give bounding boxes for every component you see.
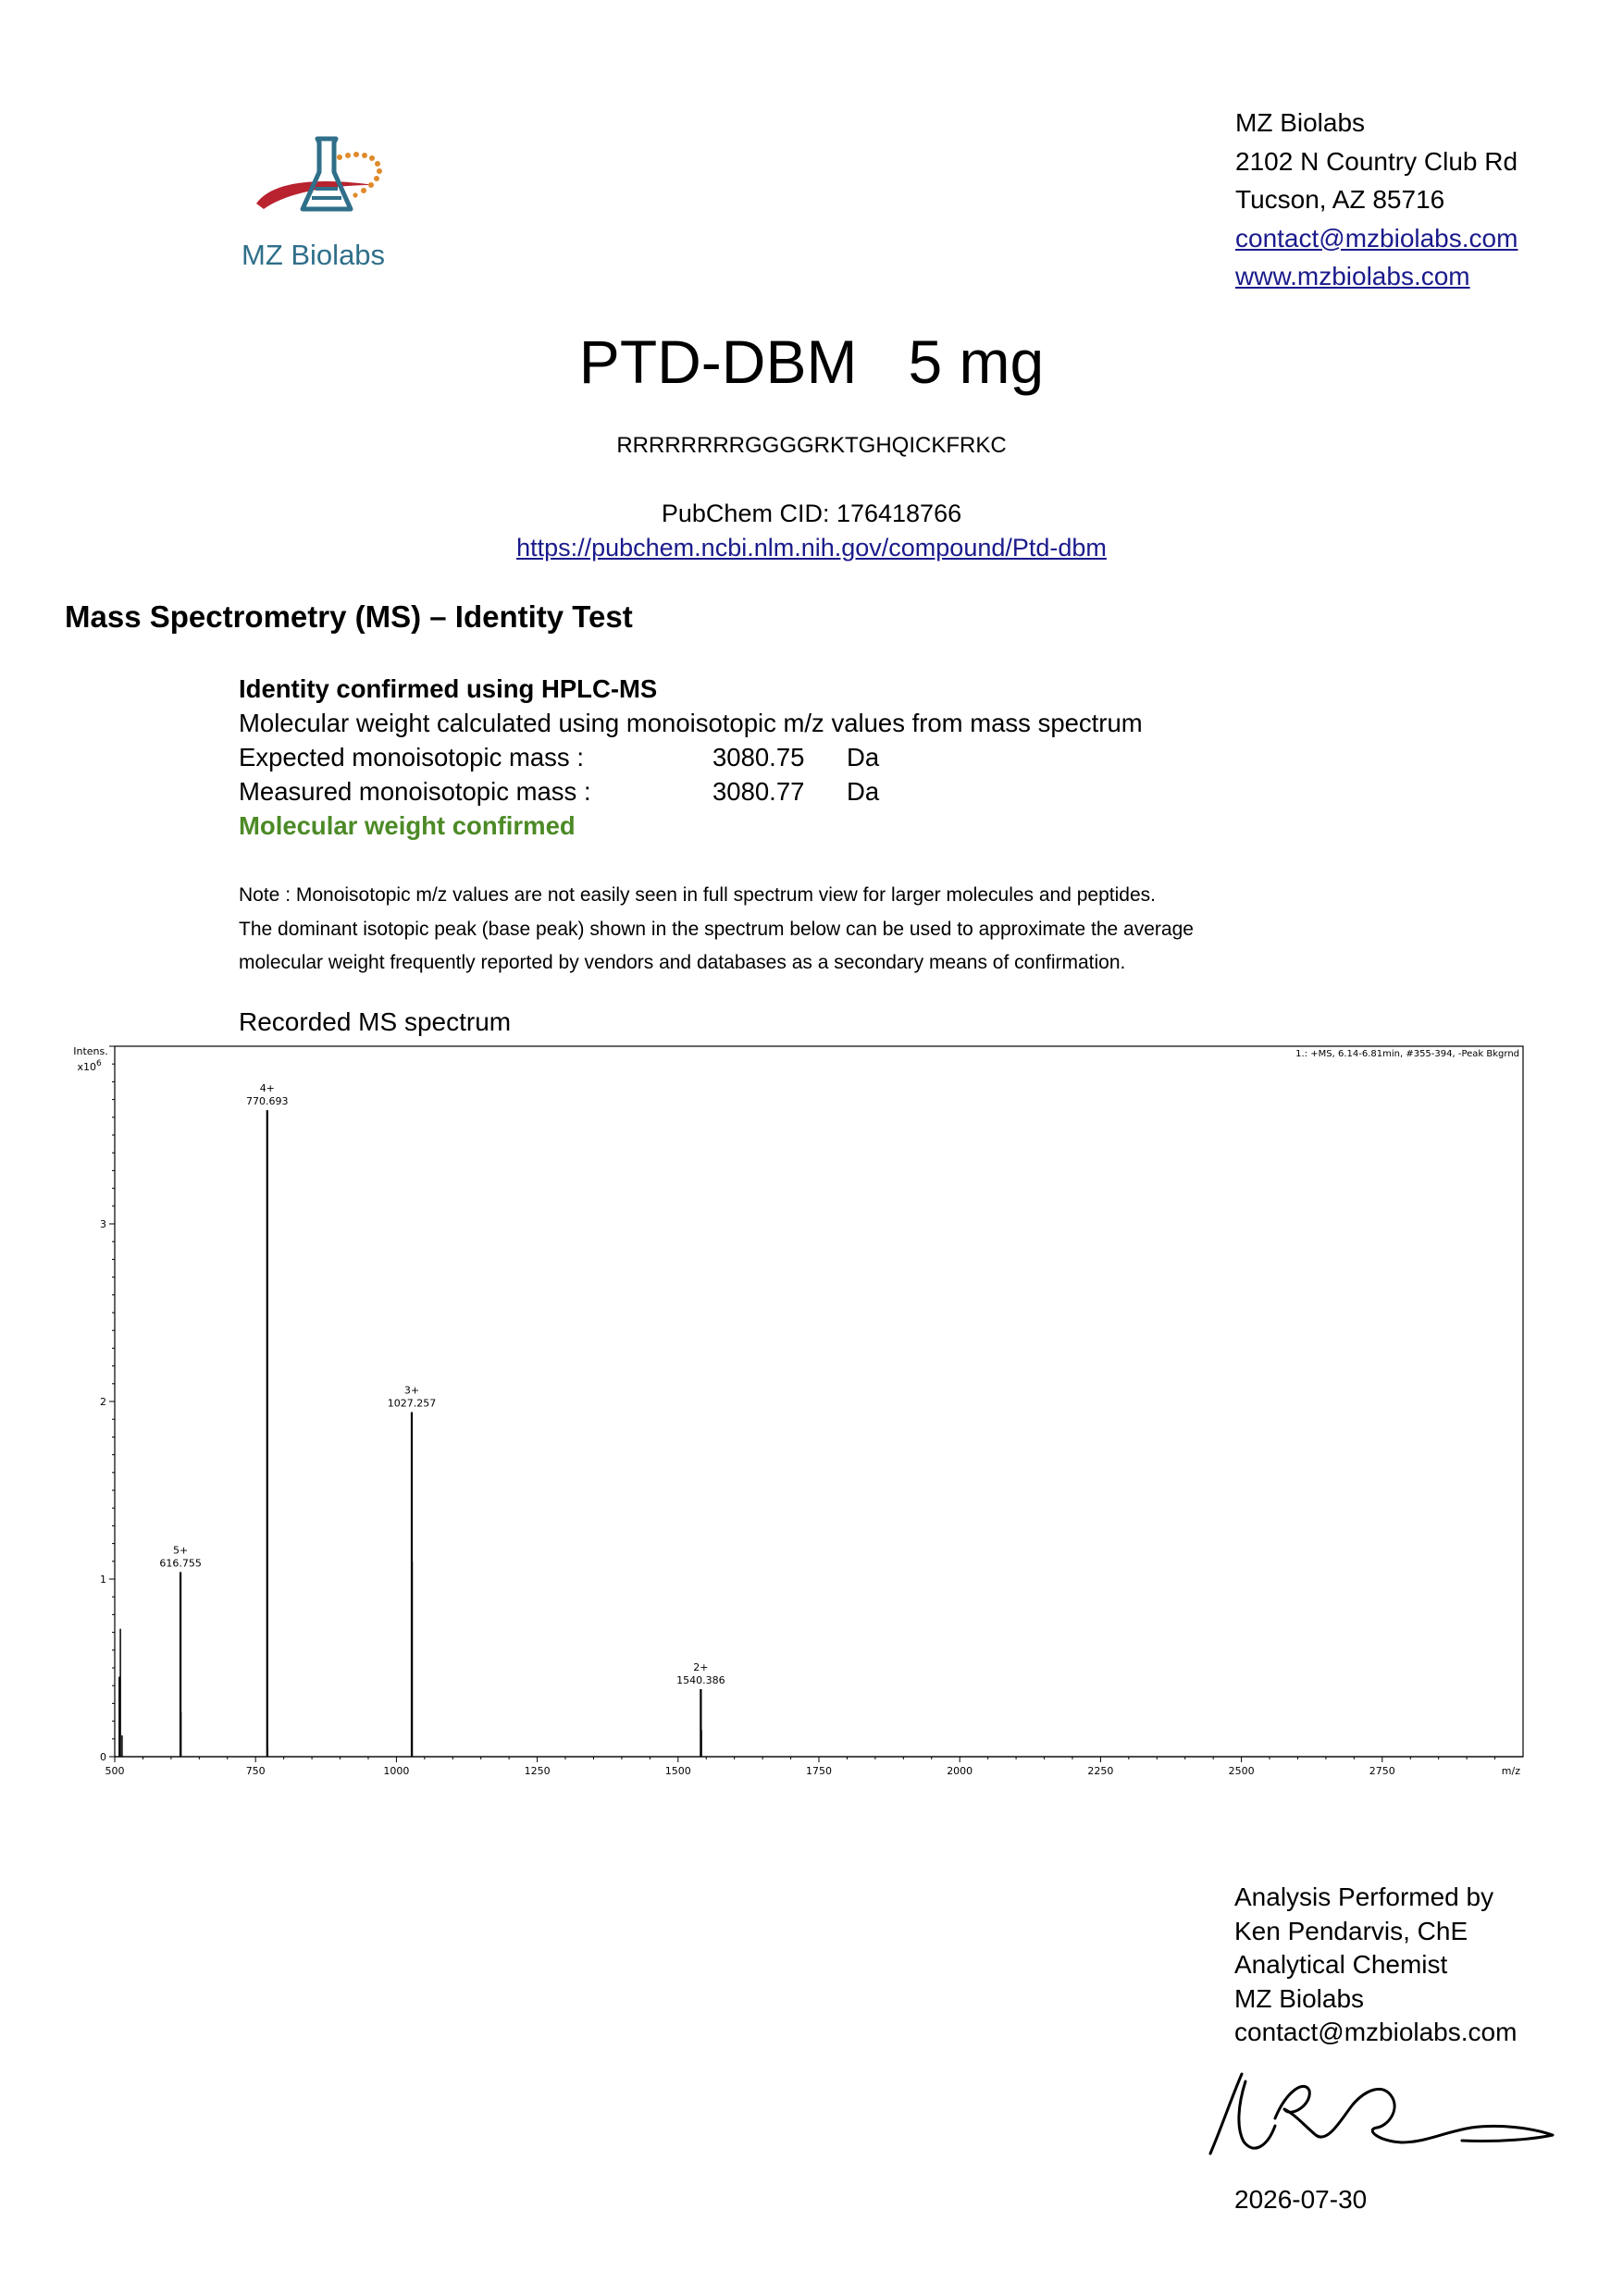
pubchem-cid: PubChem CID: 176418766 bbox=[661, 500, 962, 527]
product-title: PTD-DBM 5 mg bbox=[578, 327, 1045, 396]
y-tick-label: 1 bbox=[100, 1574, 106, 1586]
x-tick-label: 2750 bbox=[1369, 1765, 1395, 1776]
measured-mass-row bbox=[239, 774, 1143, 809]
analyst-signature bbox=[1203, 2054, 1573, 2165]
plot-frame bbox=[115, 1046, 1523, 1757]
analyst-company: MZ Biolabs bbox=[1234, 1983, 1365, 2013]
measured-mass-label: Measured monoisotopic mass : bbox=[239, 777, 591, 806]
y-tick-label: 0 bbox=[100, 1751, 106, 1763]
x-tick-label: 1000 bbox=[383, 1765, 410, 1776]
flask-swoosh-icon bbox=[236, 130, 421, 241]
expected-mass-value: 3080.75 bbox=[712, 743, 805, 772]
measured-mass-unit: Da bbox=[847, 777, 880, 806]
y-axis-exponent-power: 6 bbox=[96, 1059, 102, 1068]
peptide-sequence: RRRRRRRRGGGGRKTGHQICKFRKC bbox=[616, 433, 1007, 458]
peak-mz-label: 616.755 bbox=[159, 1557, 202, 1570]
peak-mz-label: 1027.257 bbox=[387, 1397, 437, 1410]
analyst-email: contact@mzbiolabs.com bbox=[1234, 2018, 1518, 2047]
y-tick-label: 3 bbox=[100, 1218, 106, 1230]
ms-spectrum-chart bbox=[0, 1036, 1623, 1776]
expected-mass-unit: Da bbox=[847, 743, 880, 772]
ms-spectrum-svg bbox=[0, 1036, 1623, 1776]
x-axis-unit: m/z bbox=[1501, 1765, 1520, 1776]
identity-results bbox=[239, 672, 1143, 843]
note-line: Note : Monoisotopic m/z values are not easily seen in full spectrum view for larger molecules and peptides. bbox=[239, 884, 1156, 906]
website-link[interactable]: www.mzbiolabs.com bbox=[1235, 262, 1470, 290]
logo-text: MZ Biolabs bbox=[242, 239, 386, 271]
city-state-zip: Tucson, AZ 85716 bbox=[1235, 185, 1445, 214]
analyst-title: Analytical Chemist bbox=[1234, 1950, 1448, 1980]
note-block bbox=[239, 879, 1194, 981]
expected-mass-row bbox=[239, 740, 1143, 774]
company-name: MZ Biolabs bbox=[1235, 108, 1366, 137]
peak-charge-label: 2+ bbox=[693, 1661, 709, 1674]
contact-email-link[interactable]: contact@mzbiolabs.com bbox=[1235, 223, 1518, 253]
peak-mz-label: 770.693 bbox=[246, 1095, 289, 1108]
x-tick-label: 500 bbox=[105, 1765, 125, 1776]
note-line: The dominant isotopic peak (base peak) shown in the spectrum below can be used to approximate the average bbox=[239, 918, 1194, 940]
spectrum-annotation: 1.: +MS, 6.14-6.81min, #355-394, -Peak Bkgrnd bbox=[1295, 1049, 1519, 1059]
street-address: 2102 N Country Club Rd bbox=[1235, 146, 1518, 176]
peak-mz-label: 1540.386 bbox=[676, 1674, 725, 1687]
spectrum-label: Recorded MS spectrum bbox=[239, 1007, 512, 1036]
measured-mass-value: 3080.77 bbox=[712, 777, 805, 806]
x-tick-label: 1750 bbox=[806, 1765, 832, 1776]
peak-charge-label: 3+ bbox=[403, 1384, 420, 1397]
pubchem-reference bbox=[0, 497, 1623, 565]
y-axis-exponent: x10 bbox=[77, 1061, 96, 1073]
y-tick-label: 2 bbox=[100, 1396, 106, 1408]
company-logo bbox=[236, 130, 421, 278]
analyst-name: Ken Pendarvis, ChE bbox=[1234, 1916, 1468, 1945]
identity-description: Molecular weight calculated using monoisotopic m/z values from mass spectrum bbox=[239, 709, 1143, 737]
signature-date: 2026-07-30 bbox=[1234, 2185, 1368, 2214]
expected-mass-label: Expected monoisotopic mass : bbox=[239, 743, 584, 772]
peak-charge-label: 4+ bbox=[259, 1082, 275, 1095]
x-tick-label: 750 bbox=[245, 1765, 266, 1776]
x-tick-label: 1500 bbox=[664, 1765, 691, 1776]
result-status: Molecular weight confirmed bbox=[239, 811, 576, 840]
identity-method: Identity confirmed using HPLC-MS bbox=[239, 674, 658, 703]
analysis-performed-by: Analysis Performed by bbox=[1234, 1882, 1494, 1911]
x-tick-label: 2500 bbox=[1228, 1765, 1255, 1776]
analyst-block bbox=[1234, 1881, 1517, 2050]
peak-charge-label: 5+ bbox=[172, 1544, 189, 1557]
x-tick-label: 2250 bbox=[1087, 1765, 1114, 1776]
company-address bbox=[1235, 104, 1518, 296]
section-heading: Mass Spectrometry (MS) – Identity Test bbox=[65, 599, 633, 634]
x-tick-label: 2000 bbox=[947, 1765, 973, 1776]
note-line: molecular weight frequently reported by vendors and databases as a secondary means of confirmation. bbox=[239, 952, 1126, 973]
x-tick-label: 1250 bbox=[524, 1765, 551, 1776]
signature-icon bbox=[1203, 2054, 1573, 2165]
y-axis-title: Intens. bbox=[73, 1045, 108, 1057]
pubchem-link[interactable]: https://pubchem.ncbi.nlm.nih.gov/compound/Ptd-dbm bbox=[516, 534, 1107, 562]
